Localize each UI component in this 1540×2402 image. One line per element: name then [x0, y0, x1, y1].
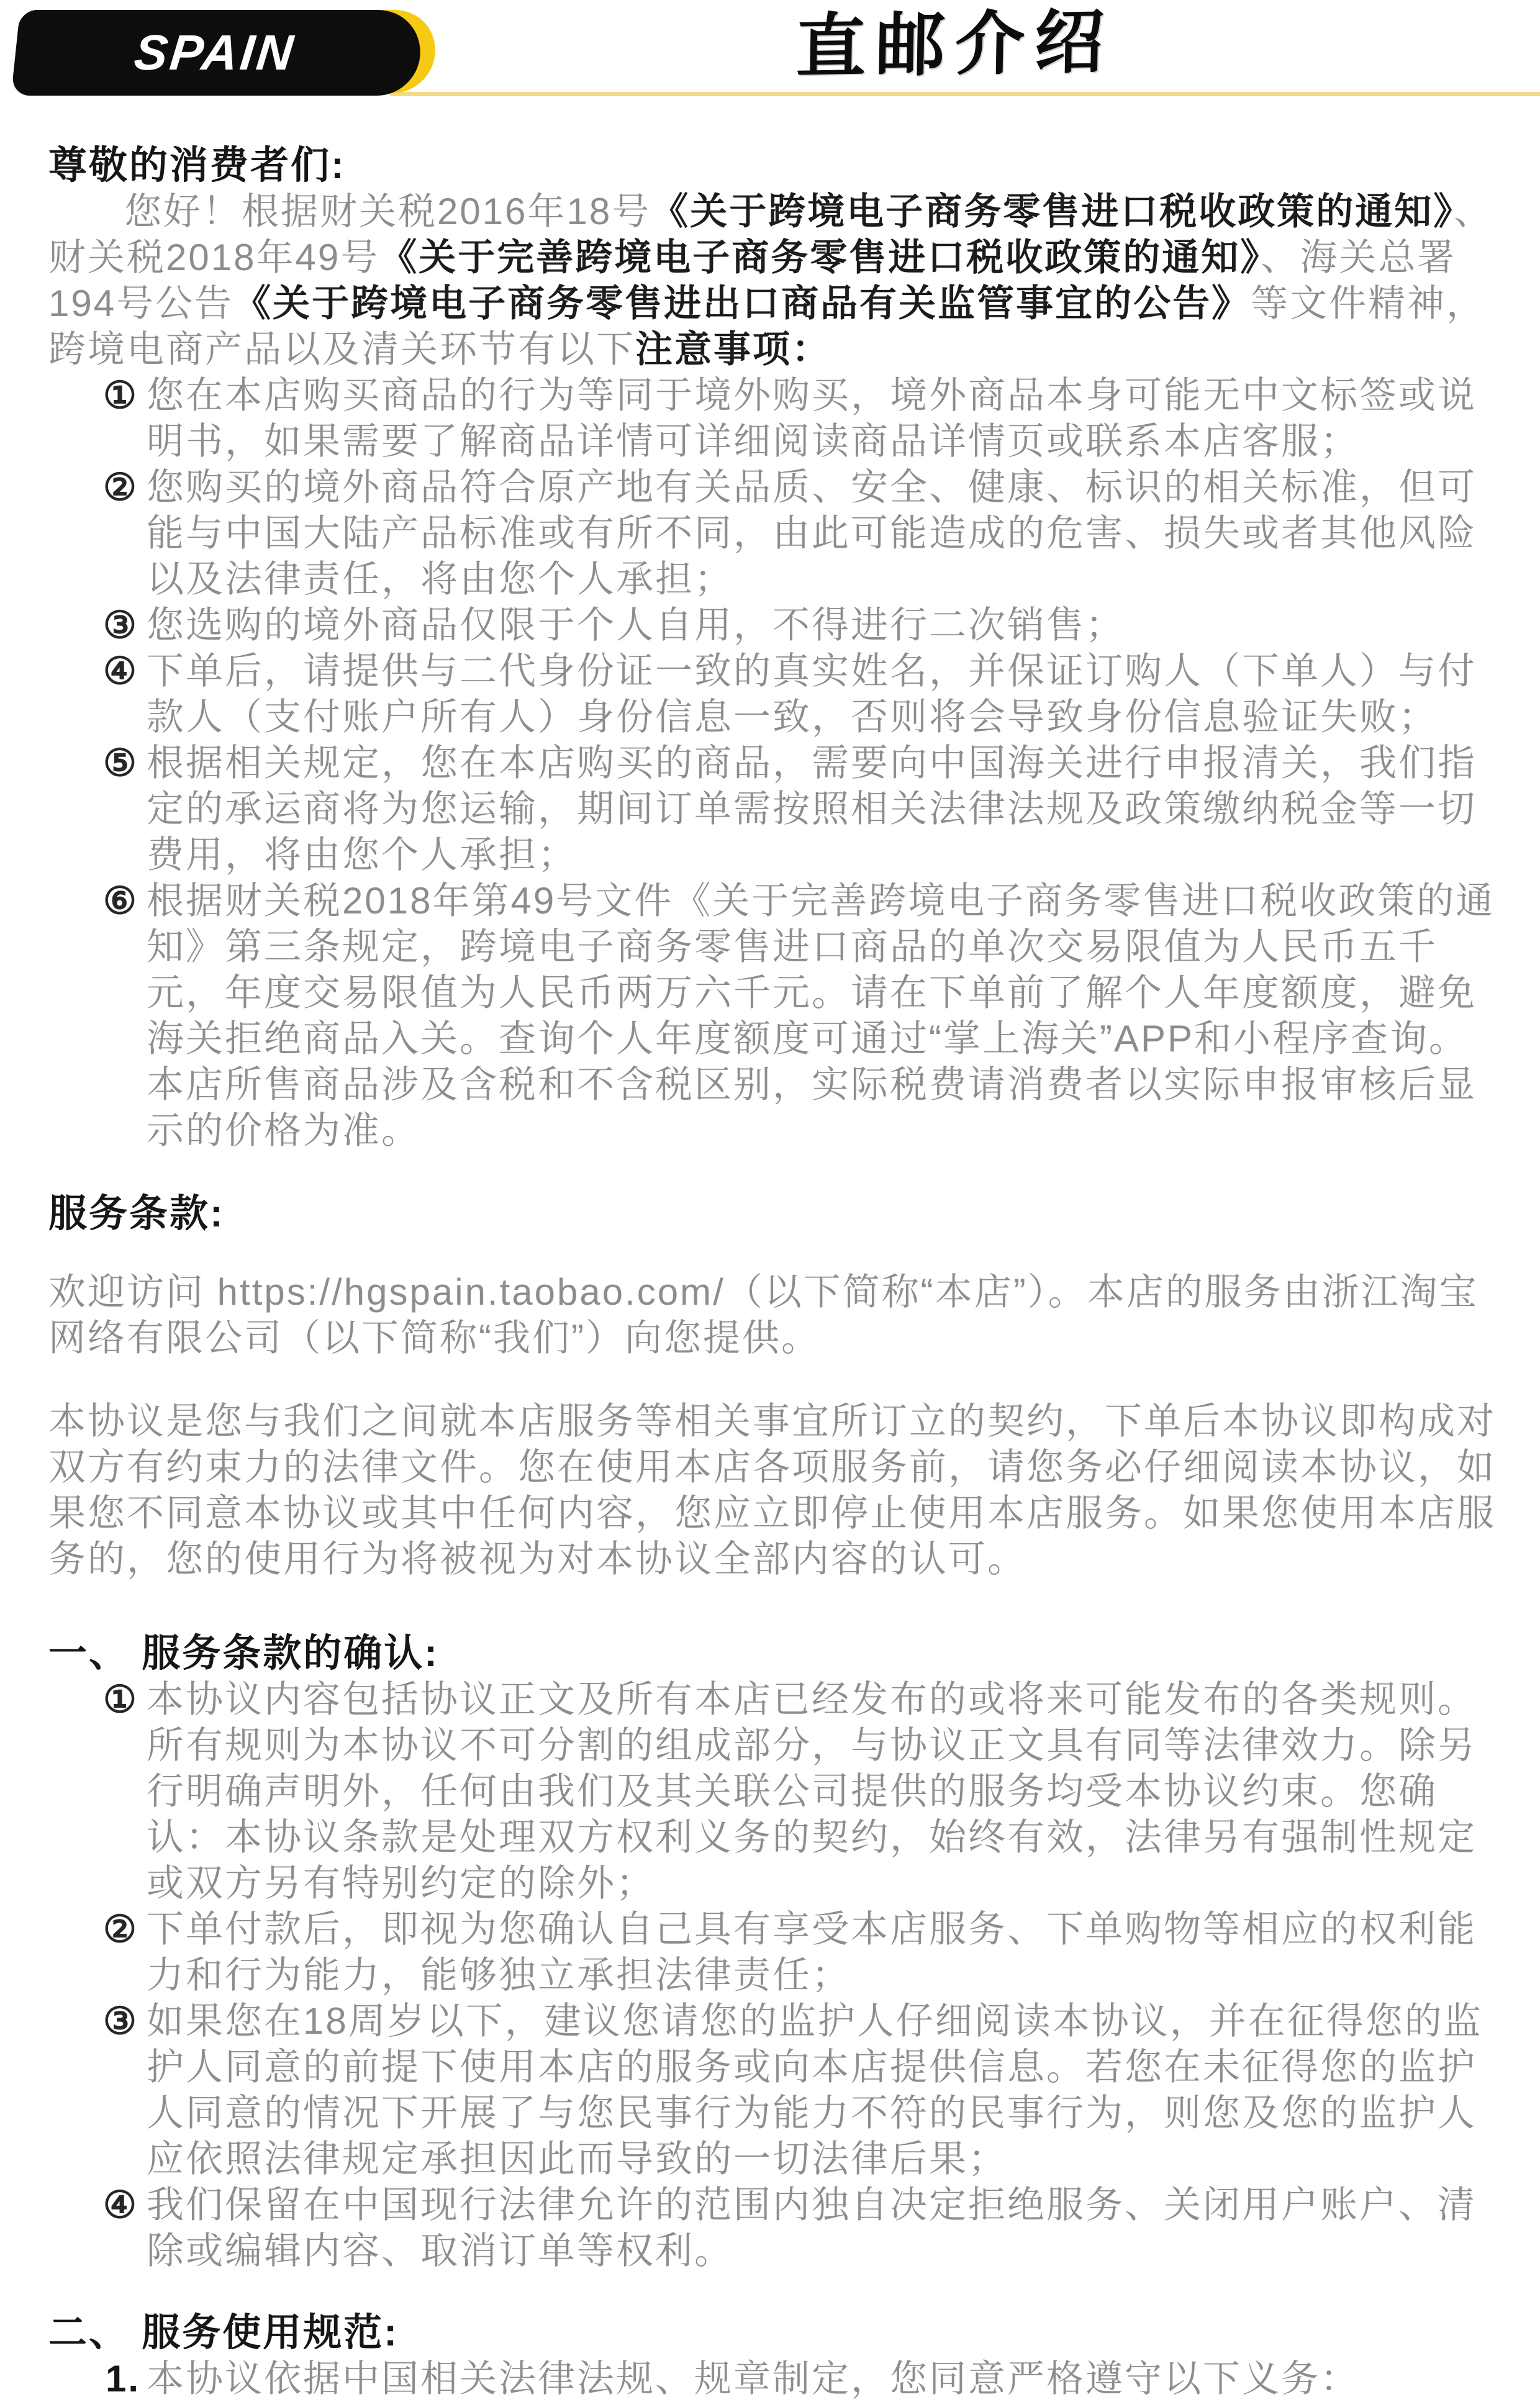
- section1-item: [103, 1677, 1497, 1906]
- intro-run: 等文件精神，跨境电商产品以及清关环节有以下: [48, 283, 1486, 370]
- section2-item-text: 本协议依据中国相关法律法规、规章制定，您同意严格遵守以下义务：: [147, 2358, 1359, 2400]
- page-title: 直邮介绍: [795, 2, 1115, 86]
- welcome-paragraph: [48, 1269, 1497, 1361]
- circled-number-marker: ⑥: [103, 880, 138, 922]
- section1-item: [103, 1998, 1497, 2182]
- intro-paragraph: [48, 189, 1497, 373]
- circled-number-marker: ④: [103, 650, 138, 692]
- salutation-heading: 尊敬的消费者们:: [48, 144, 346, 187]
- intro-run: 您好！根据财关税2016年18号: [124, 191, 651, 232]
- circled-number-marker: ③: [103, 2000, 138, 2042]
- notice-item: [103, 373, 1497, 465]
- circled-number-marker: ⑤: [103, 742, 138, 784]
- section1-item-text: 如果您在18周岁以下，建议您请您的监护人仔细阅读本协议，并在征得您的监护人同意的前提下使用本店的服务或向本店提供信息。若您在未征得您的监护人同意的情况下开展了与您民事行为能力不符的民事行为，则您及您的监护人应依照法律规定承担因此而导致的一切法律后果；: [147, 2000, 1483, 2180]
- brand-logo-badge: [11, 10, 425, 96]
- notice-item-list: [103, 373, 1497, 1154]
- intro-run-doc-title: 《关于跨境电子商务零售进口税收政策的通知》: [651, 191, 1454, 232]
- section2-item: [106, 2356, 1497, 2402]
- section1-item-list: [103, 1677, 1497, 2274]
- section1-item-text: 下单付款后，即视为您确认自己具有享受本店服务、下单购物等相应的权利能力和行为能力，能够独立承担法律责任；: [147, 1908, 1477, 1996]
- intro-run: 、海关总署194号公告: [48, 237, 1457, 324]
- section2-heading: 二、 服务使用规范:: [48, 2311, 399, 2354]
- section1-item: [103, 1906, 1497, 1998]
- circled-number-marker: ④: [103, 2184, 138, 2226]
- intro-run-doc-title: 《关于完善跨境电子商务零售进口税收政策的通知》: [379, 237, 1261, 278]
- circled-number-marker: ②: [103, 1908, 138, 1950]
- circled-number-marker: ①: [103, 374, 138, 416]
- agreement-paragraph: 本协议是您与我们之间就本店服务等相关事宜所订立的契约，下单后本协议即构成对双方有约束力的法律文件。您在使用本店各项服务前，请您务必仔细阅读本协议，如果您不同意本协议或其中任何内容，您应立即停止使用本店服务。如果您使用本店服务的，您的使用行为将被视为对本协议全部内容的认可。: [48, 1400, 1496, 1580]
- notice-item-text: 您在本店购买商品的行为等同于境外购买，境外商品本身可能无中文标签或说明书，如果需要了解商品详情可详细阅读商品详情页或联系本店客服；: [147, 374, 1477, 462]
- notice-item: [103, 878, 1497, 1154]
- brand-logo: [16, 10, 435, 96]
- terms-heading: 服务条款:: [48, 1192, 225, 1235]
- circled-number-marker: ①: [103, 1679, 138, 1720]
- yellow-divider-line: [390, 92, 1540, 96]
- welcome-run: （以下简称“本店”）。本店的服务由浙江淘宝网络有限公司（以下简称“我们”）向您提供。: [48, 1271, 1479, 1359]
- notice-item: [103, 602, 1497, 648]
- main-content: [0, 101, 1540, 2402]
- notice-item-text: 根据财关税2018年第49号文件《关于完善跨境电子商务零售进口税收政策的通知》第三条规定，跨境电子商务零售进口商品的单次交易限值为人民币五千元，年度交易限值为人民币两万六千元。请在下单前了解个人年度额度，避免海关拒绝商品入关。查询个人年度额度可通过“掌上海关”APP和小程序查询。本店所售商品涉及含税和不含税区别，实际税费请消费者以实际申报审核后显示的价格为准。: [147, 880, 1495, 1151]
- welcome-run: 欢迎访问: [48, 1271, 217, 1313]
- notice-item: [103, 648, 1497, 740]
- notice-item: [103, 465, 1497, 602]
- notice-item-text: 下单后，请提供与二代身份证一致的真实姓名，并保证订购人（下单人）与付款人（支付账户所有人）身份信息一致，否则将会导致身份信息验证失败；: [147, 650, 1477, 738]
- section1-item-text: 本协议内容包括协议正文及所有本店已经发布的或将来可能发布的各类规则。所有规则为本协议不可分割的组成部分，与协议正文具有同等法律效力。除另行明确声明外，任何由我们及其关联公司提供的服务均受本协议约束。您确认：本协议条款是处理双方权利义务的契约，始终有效，法律另有强制性规定或双方另有特别约定的除外；: [147, 1679, 1477, 1904]
- circled-number-marker: ②: [103, 466, 138, 508]
- store-url-text: https://hgspain.taobao.com/: [217, 1271, 725, 1313]
- brand-logo-text: SPAIN: [132, 25, 299, 80]
- intro-run: 、财关税2018年49号: [48, 191, 1493, 278]
- section1-item-text: 我们保留在中国现行法律允许的范围内独自决定拒绝服务、关闭用户账户、清除或编辑内容、取消订单等权利。: [147, 2184, 1477, 2272]
- circled-number-marker: ③: [103, 604, 138, 646]
- page-header: [0, 0, 1540, 101]
- notice-item-text: 您选购的境外商品仅限于个人自用，不得进行二次销售；: [147, 604, 1125, 646]
- notice-item-text: 您购买的境外商品符合原产地有关品质、安全、健康、标识的相关标准，但可能与中国大陆产品标准或有所不同，由此可能造成的危害、损失或者其他风险以及法律责任，将由您个人承担；: [147, 466, 1477, 600]
- section1-item: [103, 2182, 1497, 2274]
- intro-run-emphasis: 注意事项：: [635, 329, 831, 370]
- number-marker: 1.: [106, 2358, 141, 2400]
- notice-item: [103, 740, 1497, 878]
- section2-item-list: [106, 2356, 1497, 2402]
- notice-item-text: 根据相关规定，您在本店购买的商品，需要向中国海关进行申报清关，我们指定的承运商将为您运输，期间订单需按照相关法律法规及政策缴纳税金等一切费用，将由您个人承担；: [147, 742, 1477, 876]
- intro-run-doc-title: 《关于跨境电子商务零售进出口商品有关监管事宜的公告》: [233, 283, 1251, 324]
- section1-heading: 一、 服务条款的确认:: [48, 1632, 439, 1675]
